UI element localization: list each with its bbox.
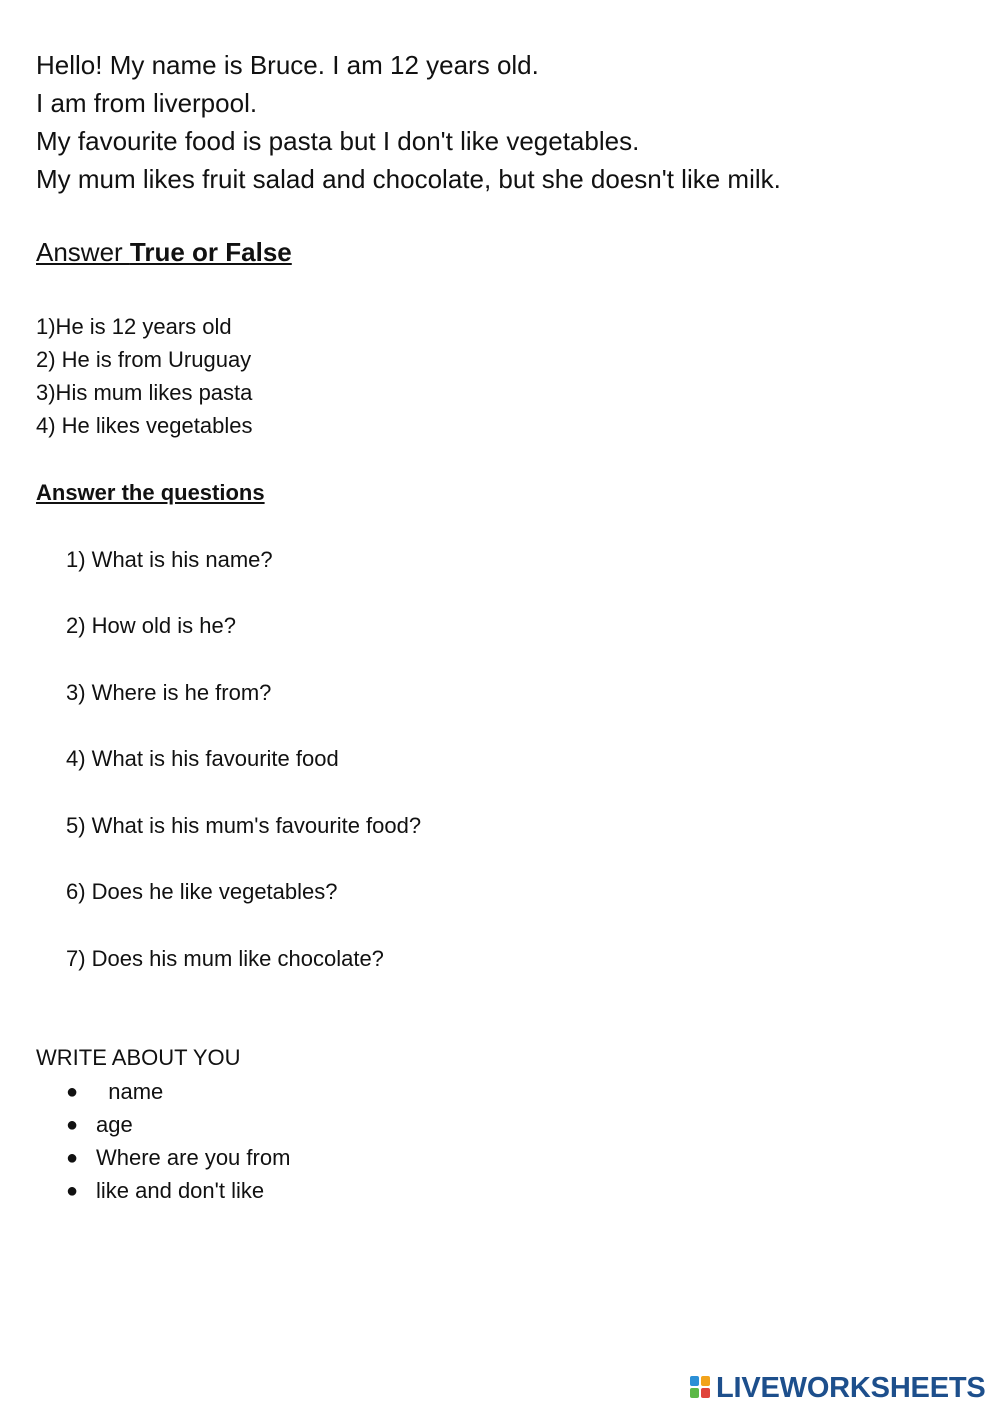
bullet-icon: ● (66, 1081, 79, 1103)
true-false-heading-prefix: Answer (36, 237, 130, 267)
bullet-text: name (96, 1079, 164, 1104)
bullet-text: age (96, 1112, 133, 1137)
bullet-icon: ● (66, 1114, 79, 1136)
true-false-heading (36, 237, 292, 267)
question-item: 2) How old is he? (66, 613, 236, 638)
question-item: 7) Does his mum like chocolate? (66, 946, 384, 971)
liveworksheets-logo-icon (690, 1376, 712, 1400)
liveworksheets-logo (690, 1372, 990, 1404)
question-item: 6) Does he like vegetables? (66, 879, 338, 904)
true-false-item: 2) He is from Uruguay (36, 347, 252, 372)
bullet-icon: ● (66, 1180, 79, 1202)
true-false-item: 1)He is 12 years old (36, 314, 232, 339)
write-about-heading: WRITE ABOUT YOU (36, 1045, 241, 1070)
intro-line: My mum likes fruit salad and chocolate, but she doesn't like milk. (36, 164, 781, 194)
true-false-heading-bold: True or False (129, 237, 292, 267)
question-item: 3) Where is he from? (66, 680, 272, 705)
true-false-item: 4) He likes vegetables (36, 413, 253, 438)
bullet-text: Where are you from (96, 1145, 291, 1170)
bullet-text: like and don't like (96, 1178, 265, 1203)
liveworksheets-logo-text: LIVEWORKSHEETS (716, 1372, 986, 1404)
intro-line: I am from liverpool. (36, 88, 258, 118)
bullet-icon: ● (66, 1147, 79, 1169)
intro-line: My favourite food is pasta but I don't like vegetables. (36, 126, 640, 156)
intro-line: Hello! My name is Bruce. I am 12 years old. (36, 50, 539, 80)
question-item: 5) What is his mum's favourite food? (66, 813, 422, 838)
question-item: 4) What is his favourite food (66, 746, 339, 771)
questions-heading: Answer the questions (36, 480, 265, 505)
true-false-item: 3)His mum likes pasta (36, 380, 253, 405)
question-item: 1) What is his name? (66, 547, 273, 572)
